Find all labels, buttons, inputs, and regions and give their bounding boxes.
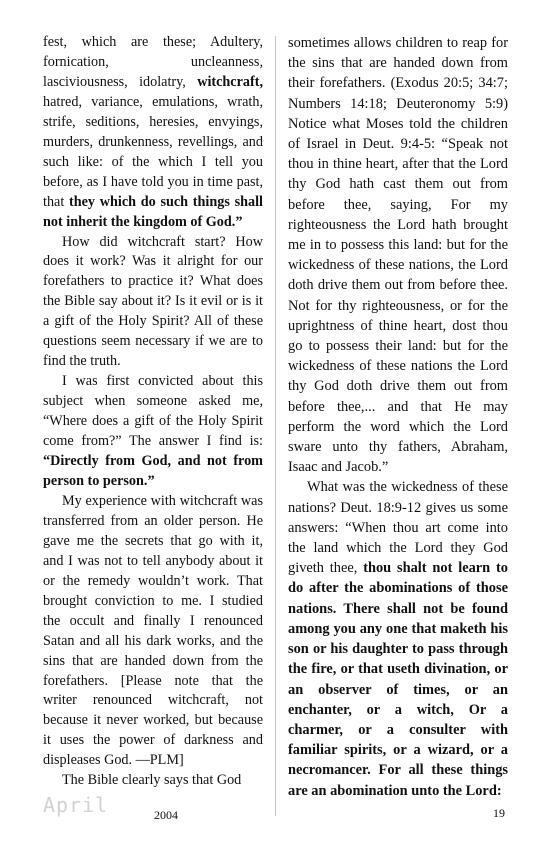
left-column (43, 33, 263, 791)
text-run: What was the wickedness of these nations? Deut. 18:9-12 gives us some answers: “When thou art come into the land which the Lord they God giveth thee, (288, 479, 508, 577)
paragraph-bible-says: The Bible clearly says that God (62, 772, 242, 789)
paragraph-conviction (43, 372, 263, 492)
text-run: I was first convicted about this subject when someone asked me, “Where does a gift of the Holy Spirit come from?” The answer I find is: (43, 373, 263, 450)
column-divider (275, 36, 276, 816)
footer-year: 2004 (154, 808, 178, 822)
bold-text-run: witchcraft, (197, 73, 263, 90)
bold-text-run: “Directly from God, and not from person to person.” (43, 453, 263, 489)
paragraph-experience: My experience with witchcraft was transferred from an older person. He gave me the secrets that go with it, and I was not to tell anybody about it or the remedy wouldn’t work. That brought conviction to me. I studied the occult and finally I renounced Satan and all his dark works, and the sins that are handed down from the forefathers. [Please note that the writer renounced witchcraft, not because it never worked, but because it uses the power of darkness and displeases God. —PLM] (43, 492, 263, 769)
bold-text-run: thou shalt not learn to do after the abominations of those nations. There shall not be found among you any one that maketh his son or his daughter to pass through the fire, or that useth divination, or an observer of times, or an enchanter, or a witch, Or a charmer, or a consulter with familiar spirits, or a wizard, or a necromancer. For all these things are an abomination unto the Lord: (288, 560, 508, 799)
paragraph-wickedness (288, 477, 508, 800)
paragraph-forefathers: sometimes allows children to reap for the sins that are handed down from their forefathers. (Exodus 20:5; 34:7; Numbers 14:18; Deuteronomy 5:9) Notice what Moses told the children of Israel in Deut. 9:4-5: “Speak not thou in thine heart, after that the Lord thy God hath cast them out from before thee, saying, For my righteousness the Lord hath brought me in to possess this land: but for the wickedness of these nations, the Lord doth drive them out from before thee. Not for thy righteousness, or for the uprightness of thine heart, dost thou go to possess their land: but for the wickedness of these nations the Lord thy God doth drive them out from before thee,... and that He may perform the word which the Lord sware unto thy fathers, Abraham, Isaac and Jacob.” (288, 35, 508, 476)
bold-text-run: they which do such things shall not inherit the kingdom of God.” (43, 193, 263, 230)
page-number: 19 (493, 806, 505, 820)
paragraph-galatians-quote (43, 33, 263, 233)
paragraph-questions: How did witchcraft start? How does it work? Was it alright for our forefathers to practice it? What does the Bible say about it? Is it evil or is it a gift of the Holy Spirit? All of these questions seem necessary if we are to find the truth. (43, 233, 263, 370)
right-column (288, 33, 508, 801)
month-watermark: April (43, 793, 109, 817)
text-run: fest, which are these; Adultery, fornication, uncleanness, lasciviousness, idolatry, (43, 34, 263, 90)
text-run: hatred, variance, emulations, wrath, strife, seditions, heresies, envyings, murders, drunkenness, revellings, and such like: of the which I tell you before, as I have told you in time past, that (43, 93, 263, 210)
